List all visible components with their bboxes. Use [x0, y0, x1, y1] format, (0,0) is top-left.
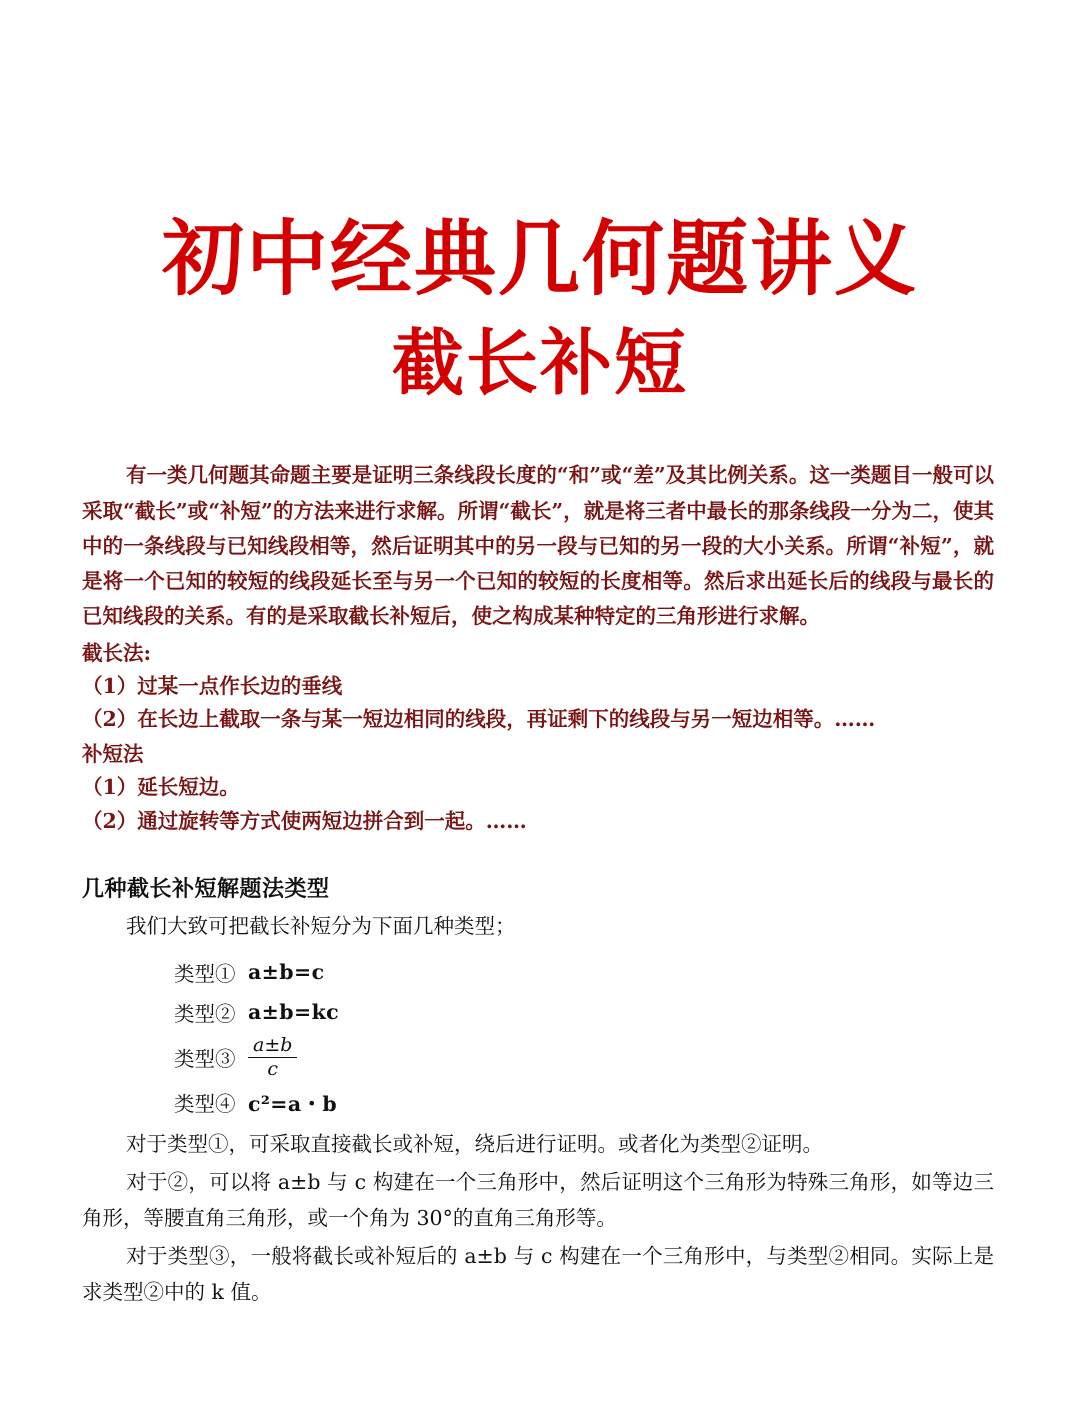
- type-expression: a±b=kc: [248, 999, 340, 1024]
- method-2-heading: 补短法: [82, 742, 144, 767]
- type-expression: a±b=c: [248, 959, 325, 984]
- section-heading: 几种截长补短解题法类型: [82, 875, 330, 902]
- lead-in-paragraph: [82, 909, 994, 945]
- type-label: 类型①: [174, 961, 236, 986]
- explanation-paragraph-3: [82, 1239, 994, 1311]
- type-label: 类型②: [174, 1001, 236, 1026]
- explanation-paragraph-2: [82, 1165, 994, 1237]
- explanation-text-3: 对于类型③，一般将截长或补短后的 a±b 与 c 构建在一个三角形中，与类型②相同。实际上是求类型②中的 k 值。: [82, 1244, 994, 1304]
- explanation-text-2: 对于②，可以将 a±b 与 c 构建在一个三角形中，然后证明这个三角形为特殊三角形，如等边三角形，等腰直角三角形，或一个角为 30°的直角三角形等。: [82, 1170, 994, 1231]
- intro-paragraph: [82, 458, 994, 634]
- document-body: [0, 458, 1080, 1311]
- method-2-item-2: （2）通过旋转等方式使两短边拼合到一起。……: [82, 808, 527, 833]
- method-1-heading: 截长法:: [82, 640, 152, 665]
- method-1-item-1: （1）过某一点作长边的垂线: [82, 673, 343, 698]
- list-item: [174, 955, 994, 989]
- list-item: [174, 1085, 994, 1119]
- explanation-paragraph-1: [82, 1127, 994, 1163]
- intro-paragraph-text: 有一类几何题其命题主要是证明三条线段长度的“和”或“差”及其比例关系。这一类题目一般可以采取“截长”或“补短”的方法来进行求解。所谓“截长”，就是将三者中最长的那条线段一分为二，使其中的一条线段与已知线段相等，然后证明其中的另一段与已知的另一段的大小关系。所谓“补短”，就是将一个已知的较短的线段延长至与另一个已知的较短的长度相等。然后求出延长后的线段与最长的已知线段的关系。有的是采取截长补短后，使之构成某种特定的三角形进行求解。: [82, 463, 994, 629]
- list-item: [174, 1035, 994, 1080]
- type-list: [82, 955, 994, 1120]
- method-1-item-2: （2）在长边上截取一条与某一短边相同的线段，再证剩下的线段与另一短边相等。……: [82, 707, 876, 731]
- lead-in-text: 我们大致可把截长补短分为下面几种类型；: [126, 913, 516, 938]
- document-title-line-1: 初中经典几何题讲义: [161, 211, 918, 307]
- document-title-line-2: 截长补短: [391, 319, 688, 405]
- title-block: [0, 0, 1080, 404]
- type-label: 类型③: [174, 1047, 236, 1072]
- fraction-numerator: a±b: [248, 1035, 297, 1058]
- type-expression-fraction: [248, 1035, 297, 1080]
- type-label: 类型④: [174, 1092, 236, 1117]
- method-2-item-1: （1）延长短边。: [82, 775, 240, 800]
- explanation-text-1: 对于类型①，可采取直接截长或补短，绕后进行证明。或者化为类型②证明。: [126, 1132, 823, 1157]
- fraction-denominator: c: [267, 1057, 279, 1080]
- type-expression: c²=a・b: [248, 1092, 338, 1117]
- list-item: [174, 995, 994, 1029]
